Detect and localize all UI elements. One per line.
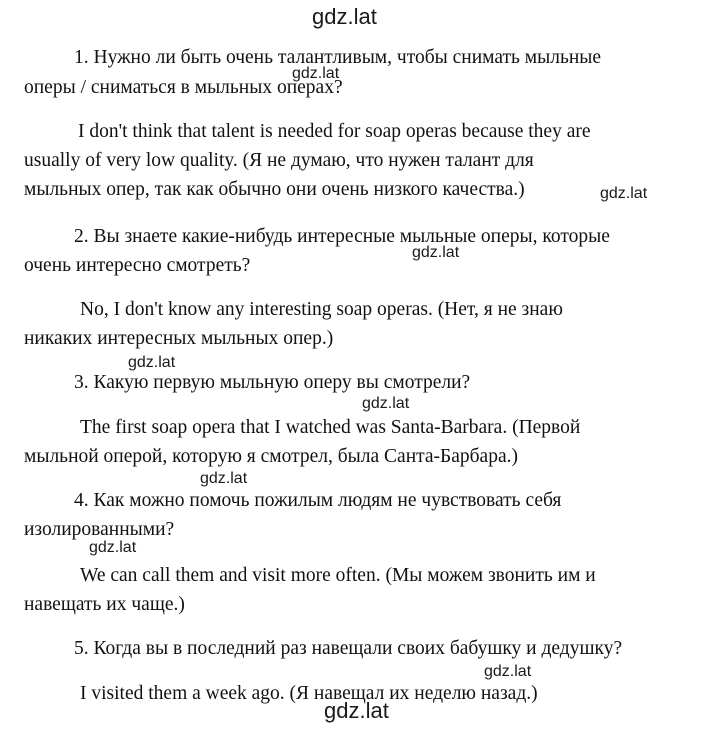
answer-3-line-2: мыльной оперой, которую я смотрел, была Санта-Барбара.) [24,446,518,467]
answer-2-line-1: No, I don't know any interesting soap operas. (Нет, я не знаю [80,299,563,320]
answer-1-line-3: мыльных опер, так как обычно они очень низкого качества.) [24,179,525,200]
question-2-line-2: очень интересно смотреть? [24,255,251,276]
answer-1-line-2: usually of very low quality. (Я не думаю, что нужен талант для [24,150,534,171]
answer-3-line-1: The first soap opera that I watched was Santa-Barbara. (Первой [80,417,581,438]
watermark: gdz.lat [292,65,340,82]
watermark: gdz.lat [600,185,648,202]
answer-2-line-2: никаких интересных мыльных опер.) [24,328,334,349]
watermark: gdz.lat [200,470,248,487]
answer-1-line-1: I don't think that talent is needed for soap operas because they are [78,121,591,142]
watermark-bottom: gdz.lat [324,698,389,723]
answer-5-line-1: I visited them a week ago. (Я навещал их неделю назад.) [80,683,538,704]
question-2-line-1: 2. Вы знаете какие-нибудь интересные мыльные оперы, которые [74,226,610,247]
question-4-line-2: изолированными? [24,519,175,540]
watermark: gdz.lat [484,663,532,680]
answer-4-line-1: We can call them and visit more often. (Мы можем звонить им и [80,565,596,586]
answer-4-line-2: навещать их чаще.) [24,594,185,615]
watermark: gdz.lat [89,539,137,556]
watermark: gdz.lat [412,244,460,261]
question-4-line-1: 4. Как можно помочь пожилым людям не чувствовать себя [74,490,562,511]
watermark: gdz.lat [128,354,176,371]
question-1-line-1: 1. Нужно ли быть очень талантливым, чтобы снимать мыльные [74,47,602,68]
question-1-line-2: оперы / сниматься в мыльных операх? [24,77,343,98]
question-5-line-1: 5. Когда вы в последний раз навещали своих бабушку и дедушку? [74,638,623,659]
question-3-line-1: 3. Какую первую мыльную оперу вы смотрели? [74,372,471,393]
watermark-top: gdz.lat [312,4,377,29]
watermark: gdz.lat [362,395,410,412]
